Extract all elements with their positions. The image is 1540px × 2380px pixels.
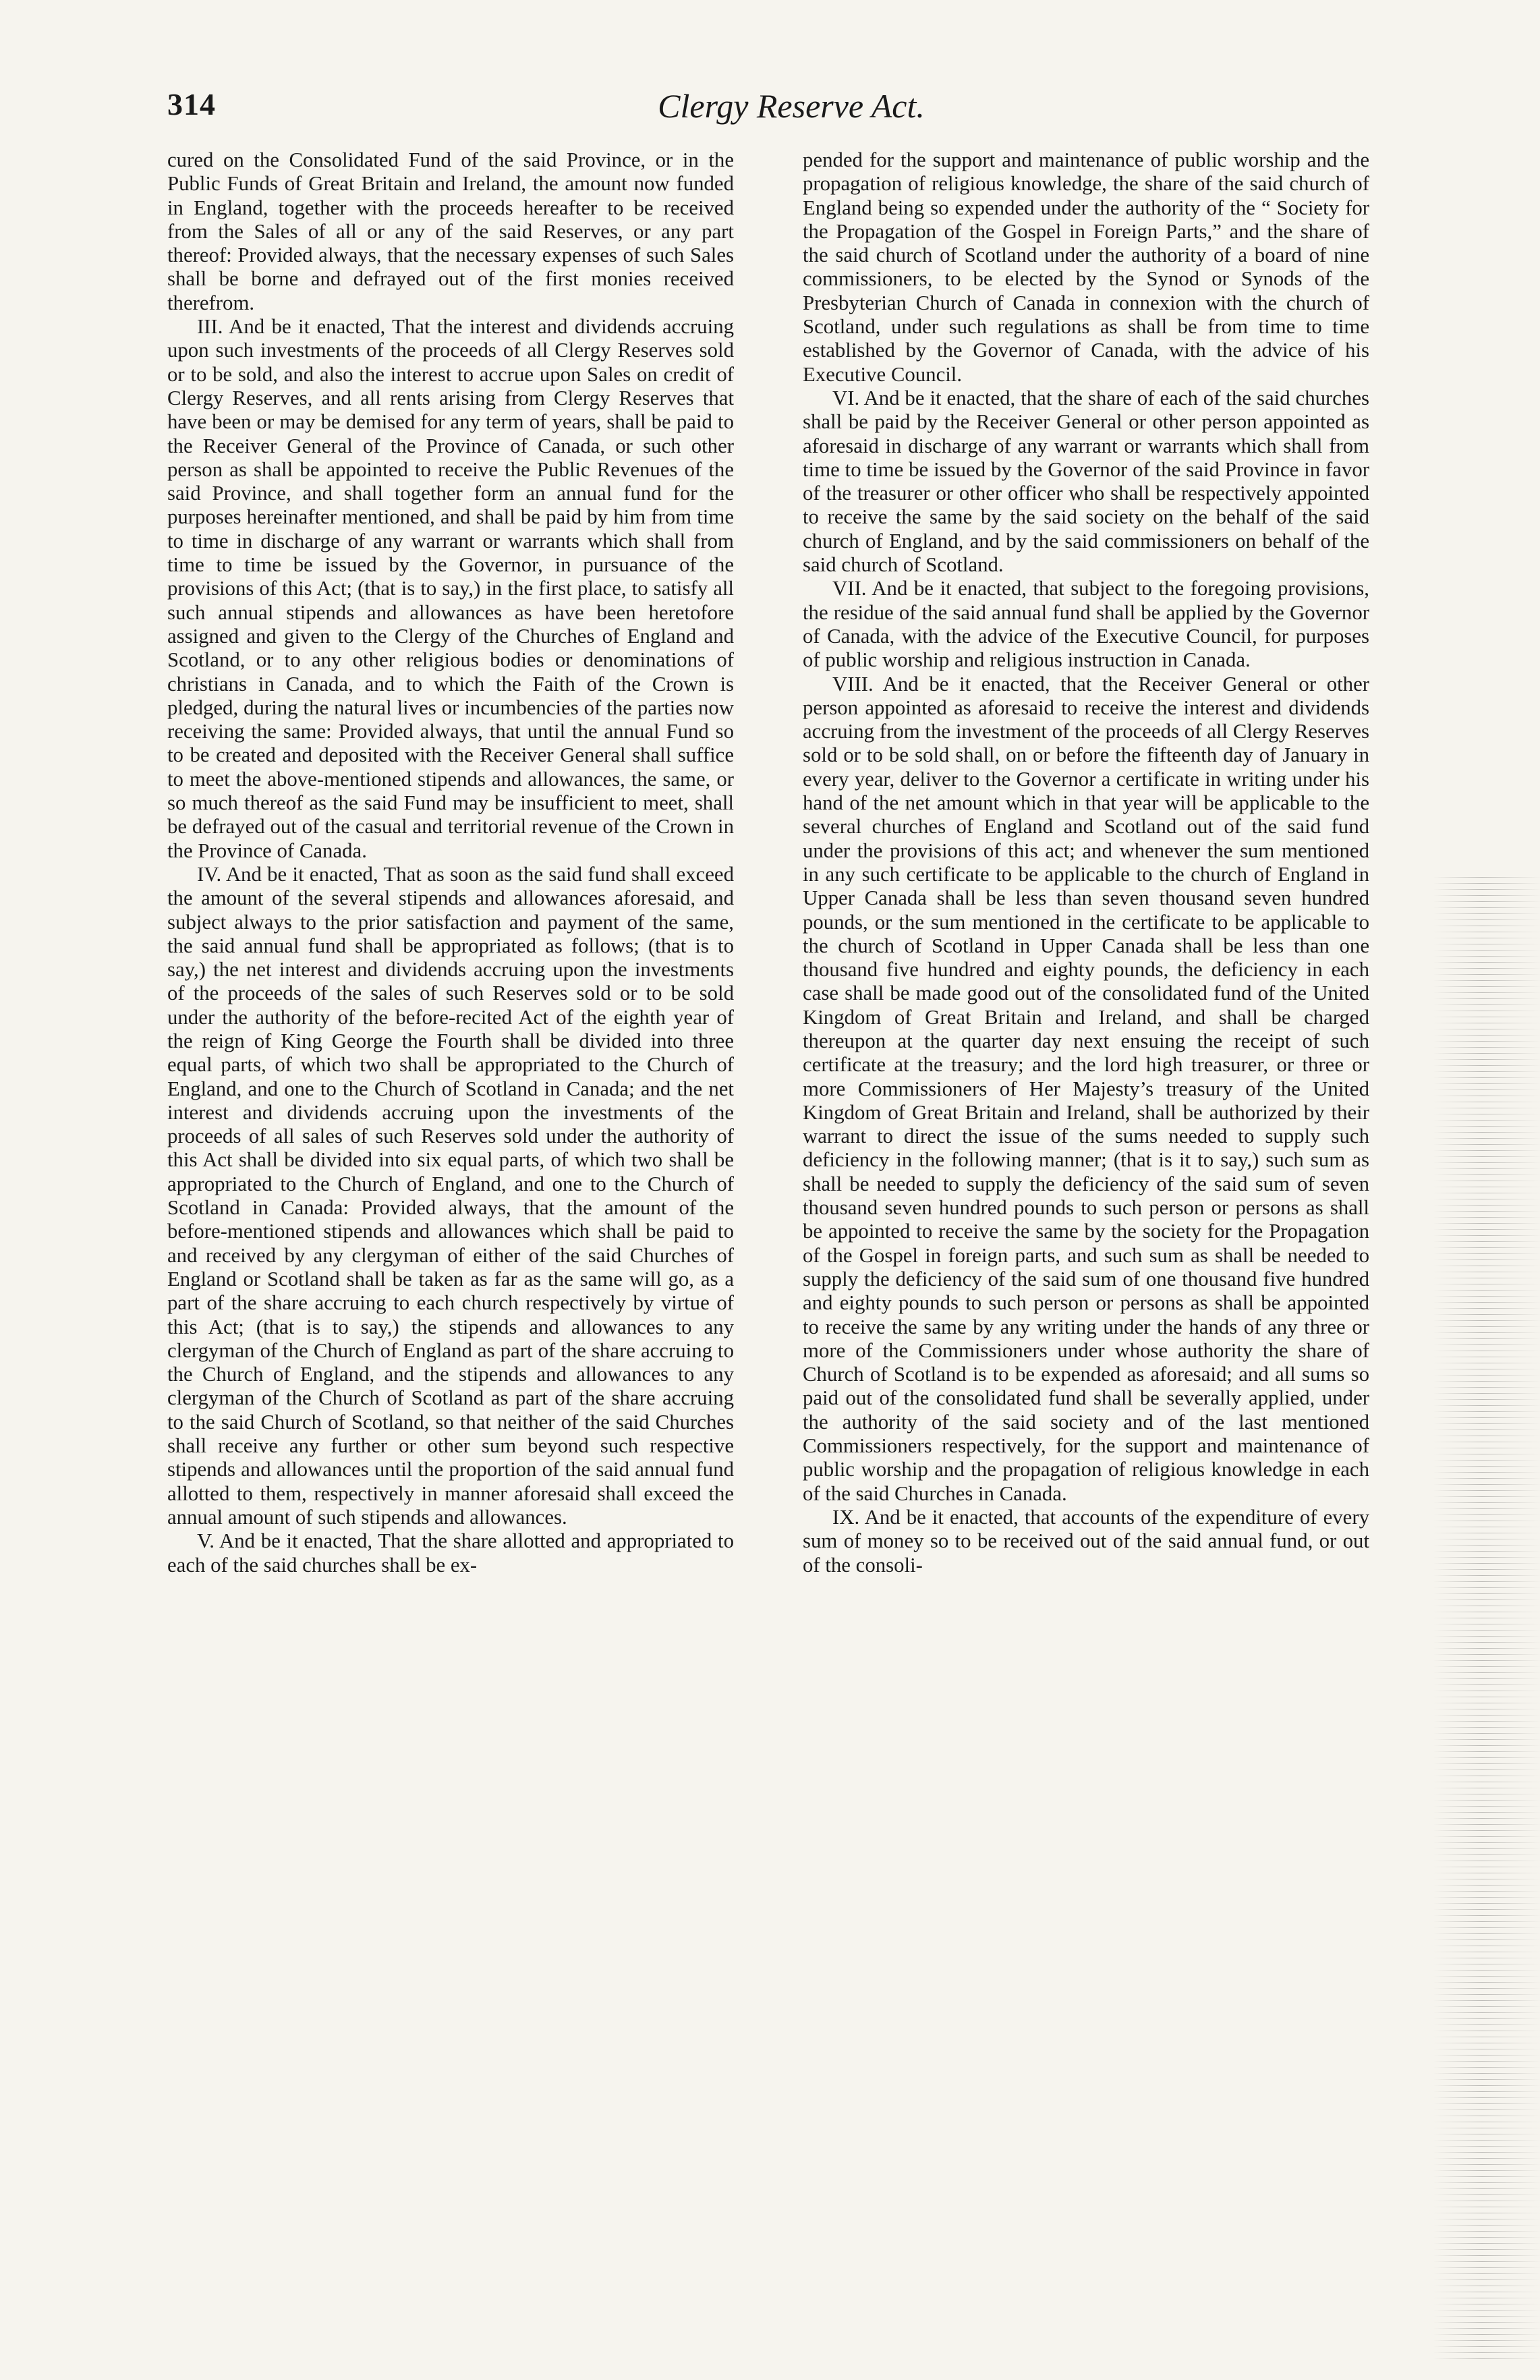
left-column — [167, 148, 734, 2321]
running-title: Clergy Reserve Act. — [658, 87, 925, 125]
section-paragraph: cured on the Consolidated Fund of the said Province, or in the Public Funds of Great Britain and Ireland, the amount now funded in England, together with the proceeds hereafter to be received from the Sales of all or any of the said Reserves, or any part thereof: Provided always, that the necessary expenses of such Sales shall be borne and defrayed out of the first monies received therefrom. — [167, 148, 734, 314]
page-number: 314 — [167, 87, 216, 121]
section-paragraph: V. And be it enacted, That the share allotted and appropriated to each of the said churches shall be ex- — [167, 1529, 734, 1577]
section-paragraph: III. And be it enacted, That the interest and dividends accruing upon such investments of the proceeds of all Clergy Reserves sold or to be sold, and also the interest to accrue upon Sales on credit of Clergy Reserves, and all rents arising from Clergy Reserves that have been or may be demised for any term of years, shall be paid to the Receiver General of the Province of Canada, or such other person as shall be appointed to receive the Public Revenues of the said Province, and shall together form an annual fund for the purposes hereinafter mentioned, and shall be paid by him from time to time in discharge of any warrant or warrants which shall from time to time be issued by the Governor, in pursuance of the provisions of this Act; (that is to say,) in the first place, to satisfy all such annual stipends and allowances as have been heretofore assigned and given to the Clergy of the Churches of England and Scotland, or to any other religious bodies or denominations of christians in Canada, and to which the Faith of the Crown is pledged, during the natural lives or incumbencies of the parties now receiving the same: Provided always, that until the annual Fund so to be created and deposited with the Receiver General shall suffice to meet the above-mentioned stipends and allowances, the same, or so much thereof as the said Fund may be insufficient to meet, shall be defrayed out of the casual and territorial revenue of the Crown in the Province of Canada. — [167, 315, 734, 862]
right-column — [803, 148, 1369, 2321]
section-paragraph: pended for the support and maintenance of public worship and the propagation of religious knowledge, the share of the said church of England being so expended under the authority of the “ Society for the Propagation of the Gospel in Foreign Parts,” and the share of the said church of Scotland under the authority of a board of nine commissioners, to be elected by the Synod or Synods of the Presbyterian Church of Canada in connexion with the church of Scotland, under such regulations as shall be from time to time established by the Governor of Canada, with the advice of his Executive Council. — [803, 148, 1369, 386]
section-paragraph: IV. And be it enacted, That as soon as the said fund shall exceed the amount of the several stipends and allowances aforesaid, and subject always to the prior satisfaction and payment of the same, the said annual fund shall be appropriated as follows; (that is to say,) the net interest and dividends accruing upon the investments of the proceeds of the sales of such Reserves sold or to be sold under the authority of the before-recited Act of the eighth year of the reign of King George the Fourth shall be divided into three equal parts, of which two shall be appropriated to the Church of England, and one to the Church of Scotland in Canada; and the net interest and dividends accruing upon the investments of the proceeds of all sales of such Reserves sold under the authority of this Act shall be divided into six equal parts, of which two shall be appropriated to the Church of England, and one to the Church of Scotland in Canada: Provided always, that the amount of the before-mentioned stipends and allowances which shall be paid to and received by any clergyman of either of the said Churches of England or Scotland shall be taken as far as the same will go, as a part of the share accruing to each church respectively by virtue of this Act; (that is to say,) the stipends and allowances to any clergyman of the Church of England as part of the share accruing to the Church of England, and the stipends and allowances to any clergyman of the Church of Scotland as part of the share accruing to the said Church of Scotland, so that neither of the said Churches shall receive any further or other sum beyond such respective stipends and allowances until the proportion of the said annual fund allotted to them, respectively in manner aforesaid shall exceed the annual amount of such stipends and allowances. — [167, 862, 734, 1529]
section-paragraph: IX. And be it enacted, that accounts of the expenditure of every sum of money so to be received out of the said annual fund, or out of the consoli- — [803, 1505, 1369, 1577]
page-header — [167, 86, 1415, 140]
section-paragraph: VIII. And be it enacted, that the Receiver General or other person appointed as aforesaid to receive the interest and dividends accruing from the investment of the proceeds of all Clergy Reserves sold or to be sold shall, on or before the fifteenth day of January in every year, deliver to the Governor a certificate in writing under his hand of the net amount which in that year will be applicable to the several churches of England and Scotland out of the said fund under the provisions of this act; and whenever the sum mentioned in any such certificate to be applicable to the church of England in Upper Canada shall be less than seven thousand seven hundred pounds, or the sum mentioned in the certificate to be applicable to the church of Scotland in Upper Canada shall be less than one thousand five hundred and eighty pounds, the deficiency in each case shall be made good out of the consolidated fund of the United Kingdom of Great Britain and Ireland, and shall be charged thereupon at the quarter day next ensuing the receipt of such certificate at the treasury; and the lord high treasurer, or three or more Commissioners of Her Majesty’s treasury of the United Kingdom of Great Britain and Ireland, shall be authorized by their warrant to direct the issue of the sums needed to supply such deficiency in the following manner; (that is it to say,) such sum as shall be needed to supply the deficiency of the said sum of seven thousand seven hundred pounds to such person or persons as shall be appointed to receive the same by the society for the Propagation of the Gospel in foreign parts, and such sum as shall be needed to supply the deficiency of the said sum of one thousand five hundred and eighty pounds to such person or persons as shall be appointed to receive the same by any writing under the hands of any three or more of the Commissioners under whose authority the share of Church of Scotland is to be expended as aforesaid; and all sums so paid out of the consolidated fund shall be severally applied, under the authority of the said society and of the last mentioned Commissioners respectively, for the support and maintenance of public worship and the propagation of religious knowledge in each of the said Churches in Canada. — [803, 672, 1369, 1505]
section-paragraph: VII. And be it enacted, that subject to the foregoing provisions, the residue of the said annual fund shall be applied by the Governor of Canada, with the advice of the Executive Council, for purposes of public worship and religious instruction in Canada. — [803, 577, 1369, 672]
scan-margin-artifact — [1433, 877, 1540, 2361]
section-paragraph: VI. And be it enacted, that the share of each of the said churches shall be paid by the Receiver General or other person appointed as aforesaid in discharge of any warrant or warrants which shall from time to time be issued by the Governor of the said Province in favor of the treasurer or other officer who shall be respectively appointed to receive the same by the said society on the behalf of the said church of England, and by the said commissioners on behalf of the said church of Scotland. — [803, 386, 1369, 577]
